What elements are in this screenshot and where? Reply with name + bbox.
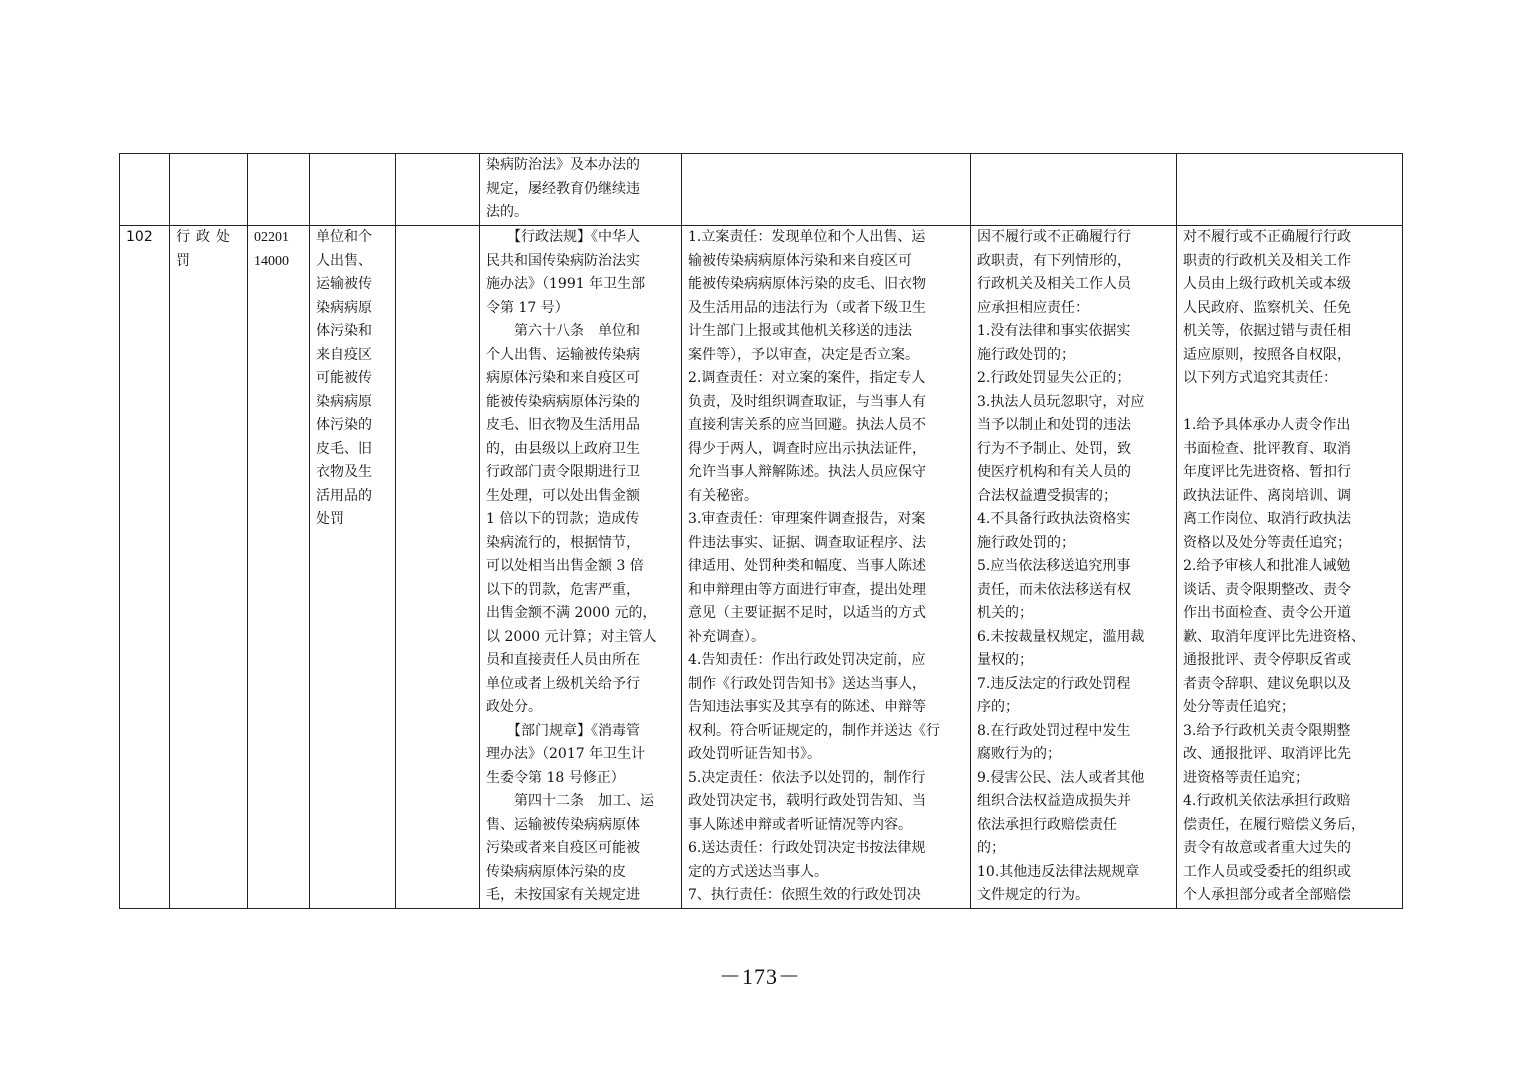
cell-empty [1177,154,1403,226]
page-number: －173－ [718,964,801,989]
cell-empty [682,154,971,226]
cell-responsibility: 1.立案责任：发现单位和个人出售、运 输被传染病病原体污染和来自疫区可 能被传染病病原体污染的皮毛、旧衣物 及生活用品的违法行为（或者下级卫生 计生部门上报或其他机关移送的违法 案件等），予以审查，决定是否立案。 2.调查责任：对立案的案件，指定专人 负责，及时组织调查取证，与当事人有 直接利害关系的应当回避。执法人员不 得少于两人，调查时应出示执法证件， 允许当事人辩解陈述。执法人员应保守 有关秘密。 3.审查责任：审理案件调查报告，对案 件违法事实、证据、调查取证程序、法 律适用、处罚种类和幅度、当事人陈述 和申辩理由等方面进行审查，提出处理 意见（主要证据不足时，以适当的方式 补充调查）。 4.告知责任：作出行政处罚决定前，应 制作《行政处罚告知书》送达当事人， 告知违法事实及其享有的陈述、申辩等 权利。符合听证规定的，制作并送达《行 政处罚听证告知书》。 5.决定责任：依法予以处罚的，制作行 政处罚决定书，载明行政处罚告知、当 事人陈述申辩或者听证情况等内容。 6.送达责任：行政处罚决定书按法律规 定的方式送达当事人。 7、执行责任：依照生效的行政处罚决 [682,226,971,909]
cell-empty [396,154,480,226]
cell-empty [971,154,1177,226]
table-row [120,226,1403,909]
cell-accountability: 因不履行或不正确履行行 政职责，有下列情形的， 行政机关及相关工作人员 应承担相应责任： 1.没有法律和事实依据实 施行政处罚的； 2.行政处罚显失公正的； 3.执法人员玩忽职守，对应 当予以制止和处罚的违法 行为不予制止、处罚，致 使医疗机构和有关人员的 合法权益遭受损害的； 4.不具备行政执法资格实 施行政处罚的； 5.应当依法移送追究刑事 责任，而未依法移送有权 机关的； 6.未按裁量权规定，滥用裁 量权的； 7.违反法定的行政处罚程 序的； 8.在行政处罚过程中发生 腐败行为的； 9.侵害公民、法人或者其他 组织合法权益造成损失并 依法承担行政赔偿责任 的； 10.其他违反法律法规规章 文件规定的行为。 [971,226,1177,909]
cell-pursuit-method: 对不履行或不正确履行行政 职责的行政机关及相关工作 人员由上级行政机关或本级 人民政府、监察机关、任免 机关等，依据过错与责任相 适应原则，按照各自权限， 以下列方式追究其责任： 1.给予具体承办人责令作出 书面检查、批评教育、取消 年度评比先进资格、暂扣行 政执法证件、离岗培训、调 离工作岗位、取消行政执法 资格以及处分等责任追究； 2.给予审核人和批准人诫勉 谈话、责令限期整改、责令 作出书面检查、责令公开道 歉、取消年度评比先进资格、 通报批评、责令停职反省或 者责令辞职、建议免职以及 处分等责任追究； 3.给予行政机关责令限期整 改、通报批评、取消评比先 进资格等责任追究； 4.行政机关依法承担行政赔 偿责任，在履行赔偿义务后， 责令有故意或者重大过失的 工作人员或受委托的组织或 个人承担部分或者全部赔偿 [1177,226,1403,909]
cell-empty [310,154,396,226]
cell-item-code: 02201 14000 [248,226,310,909]
cell-item-name: 单位和个 人出售、 运输被传 染病病原 体污染和 来自疫区 可能被传 染病病原 体污染的 皮毛、旧 衣物及生 活用品的 处罚 [310,226,396,909]
power-list-table [119,153,1403,909]
table-row-continued [120,154,1403,226]
cell-legal-basis: 【行政法规】《中华人 民共和国传染病防治法实 施办法》（1991 年卫生部 令第 17 号） 第六十八条 单位和 个人出售、运输被传染病 病原体污染和来自疫区可 能被传染病病原体污染的 皮毛、旧衣物及生活用品 的，由县级以上政府卫生 行政部门责令限期进行卫 生处理，可以处出售金额 1 倍以下的罚款；造成传 染病流行的，根据情节， 可以处相当出售金额 3 倍 以下的罚款，危害严重， 出售金额不满 2000 元的， 以 2000 元计算；对主管人 员和直接责任人员由所在 单位或者上级机关给予行 政处分。 【部门规章】《消毒管 理办法》（2017 年卫生计 生委令第 18 号修正） 第四十二条 加工、运 售、运输被传染病病原体 污染或者来自疫区可能被 传染病病原体污染的皮 毛，未按国家有关规定进 [480,226,682,909]
cell-legal-basis-continued: 染病防治法》及本办法的 规定，屡经教育仍继续违 法的。 [480,154,682,226]
cell-empty [120,154,170,226]
cell-subitem [396,226,480,909]
cell-empty [170,154,248,226]
cell-item-number: 102 [120,226,170,909]
cell-empty [248,154,310,226]
cell-category: 行政处 罚 [170,226,248,909]
